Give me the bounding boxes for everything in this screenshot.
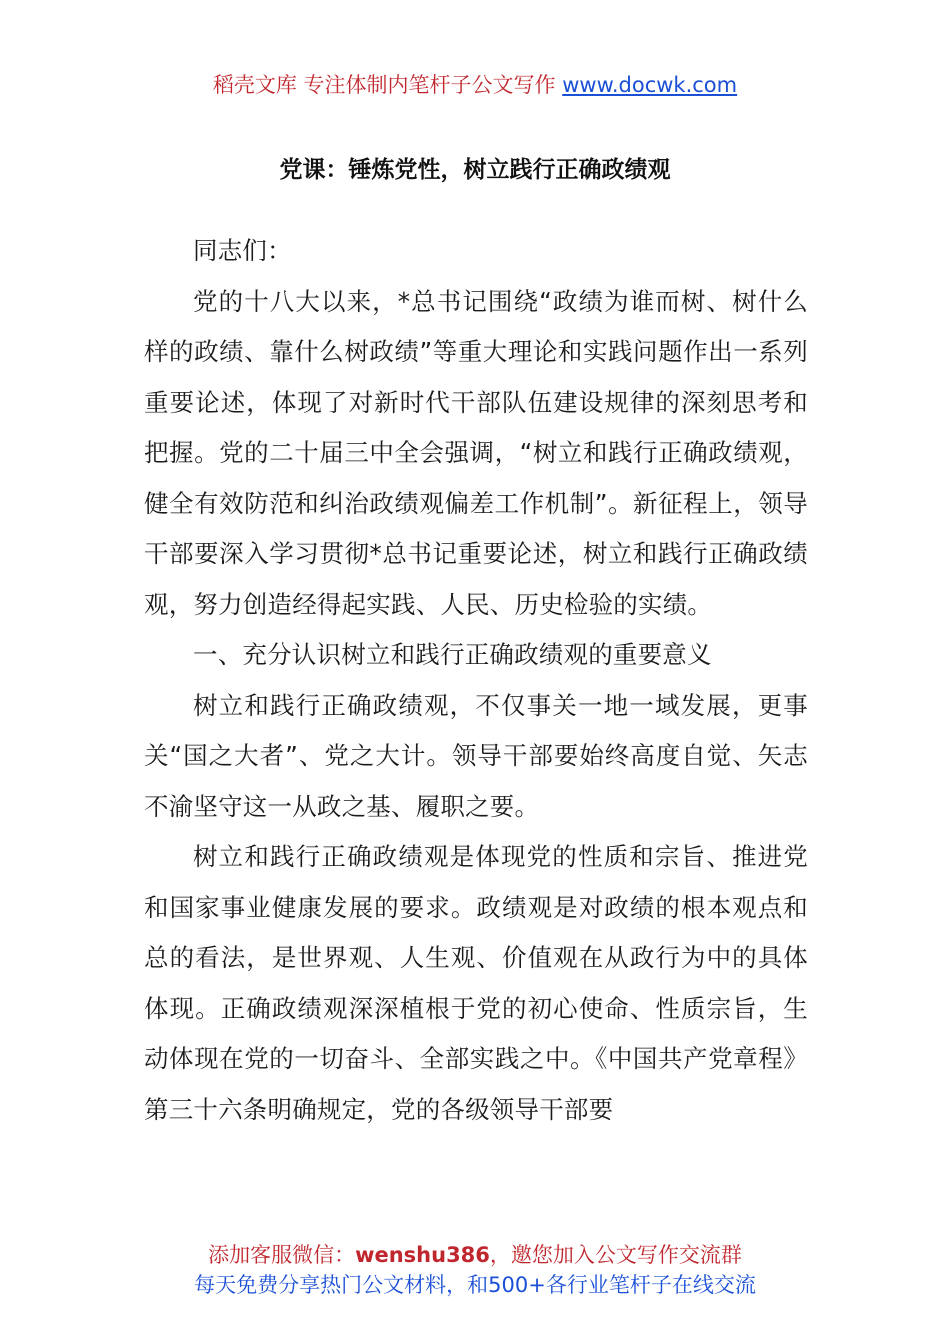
section-heading: 一、充分认识树立和践行正确政绩观的重要意义 <box>193 640 712 669</box>
footer-prefix: 添加客服微信： <box>208 1243 356 1267</box>
body-paragraph: 党的十八大以来，*总书记围绕“政绩为谁而树、树什么样的政绩、靠什么树政绩”等重大理论和实践问题作出一系列重要论述，体现了对新时代干部队伍建设规律的深刻思考和把握。党的二十届三中全会强调，“树立和践行正确政绩观，健全有效防范和纠治政绩观偏差工作机制”。新征程上，领导干部要深入学习贯彻*总书记重要论述，树立和践行正确政绩观，努力创造经得起实践、人民、历史检验的实绩。 <box>144 286 808 619</box>
footer-line-2: 每天免费分享热门公文材料，和500+各行业笔杆子在线交流 <box>194 1273 756 1297</box>
salutation: 同志们： <box>193 236 292 265</box>
watermark-header <box>0 70 950 100</box>
promo-footer <box>0 1240 950 1300</box>
footer-suffix: ，邀您加入公文写作交流群 <box>489 1243 742 1267</box>
header-url-link[interactable]: www.docwk.com <box>562 73 738 97</box>
footer-line-1 <box>0 1240 950 1270</box>
header-brand-text: 稻壳文库 专注体制内笔杆子公文写作 <box>212 73 556 97</box>
wechat-id: wenshu386 <box>355 1243 490 1267</box>
body-paragraph: 树立和践行正确政绩观，不仅事关一地一域发展，更事关“国之大者”、党之大计。领导干部要始终高度自觉、矢志不渝坚守这一从政之基、履职之要。 <box>144 690 808 821</box>
document-body <box>144 226 808 1135</box>
document-title: 党课：锤炼党性，树立践行正确政绩观 <box>279 157 671 183</box>
body-paragraph: 树立和践行正确政绩观是体现党的性质和宗旨、推进党和国家事业健康发展的要求。政绩观是对政绩的根本观点和总的看法，是世界观、人生观、价值观在从政行为中的具体体现。正确政绩观深深植根于党的初心使命、性质宗旨，生动体现在党的一切奋斗、全部实践之中。《中国共产党章程》第三十六条明确规定，党的各级领导干部要 <box>144 842 808 1124</box>
